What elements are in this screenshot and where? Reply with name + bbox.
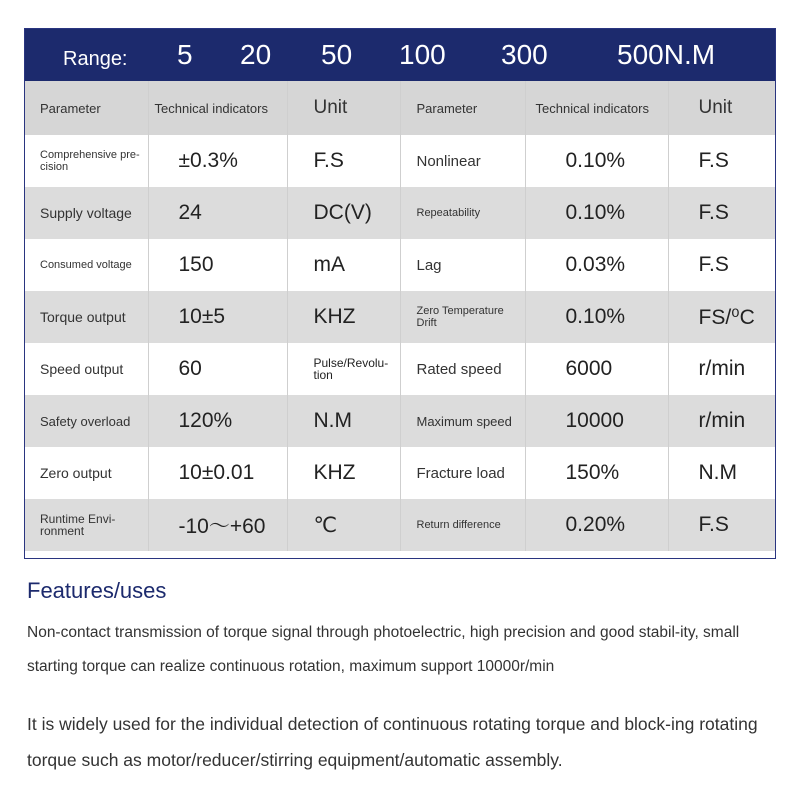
param-value: 150% xyxy=(525,447,668,499)
param-value: 60 xyxy=(148,343,287,395)
param-name: Torque output xyxy=(25,291,148,343)
header-unit: Unit xyxy=(668,81,775,135)
param-name: Speed output xyxy=(25,343,148,395)
spec-table xyxy=(25,81,775,551)
param-name: Runtime Envi-ronment xyxy=(25,499,148,551)
table-row xyxy=(25,291,775,343)
features-title: Features/uses xyxy=(27,578,167,603)
param-unit: FS/⁰C xyxy=(668,291,775,343)
features-paragraph: It is widely used for the individual detection of continuous rotating torque and block-ing rotating torque such as motor/reducer/stirring equipment/automatic assembly. xyxy=(27,714,758,770)
spec-table-panel xyxy=(24,28,776,559)
param-value: 0.10% xyxy=(525,135,668,187)
range-value: 500N.M xyxy=(617,39,716,70)
param-value: -10～+60 xyxy=(148,499,287,551)
param-name: Maximum speed xyxy=(400,395,525,447)
range-value: 300 xyxy=(501,39,548,70)
param-name: Safety overload xyxy=(25,395,148,447)
param-name: Return difference xyxy=(400,499,525,551)
param-value: 24 xyxy=(148,187,287,239)
param-value: 0.20% xyxy=(525,499,668,551)
param-unit: r/min xyxy=(668,395,775,447)
features-section xyxy=(27,576,777,778)
param-name: Fracture load xyxy=(400,447,525,499)
param-value: 0.03% xyxy=(525,239,668,291)
header-parameter: Parameter xyxy=(25,81,148,135)
features-paragraph: Non-contact transmission of torque signal through photoelectric, high precision and good stabil-ity, small starting torque can realize continuous rotation, maximum support 10000r/min xyxy=(27,624,740,675)
range-value: 20 xyxy=(240,39,272,70)
table-row xyxy=(25,499,775,551)
param-unit: N.M xyxy=(668,447,775,499)
param-value: 0.10% xyxy=(525,291,668,343)
param-unit: F.S xyxy=(668,187,775,239)
param-value: 10±5 xyxy=(148,291,287,343)
param-unit: F.S xyxy=(668,135,775,187)
param-unit: ℃ xyxy=(287,499,400,551)
param-unit: mA xyxy=(287,239,400,291)
param-value: 6000 xyxy=(525,343,668,395)
param-value: 0.10% xyxy=(525,187,668,239)
param-name: Comprehensive pre-cision xyxy=(25,135,148,187)
param-name: Zero output xyxy=(25,447,148,499)
param-name: Zero Temperature Drift xyxy=(400,291,525,343)
param-value: 120% xyxy=(148,395,287,447)
param-value: 10±0.01 xyxy=(148,447,287,499)
table-row xyxy=(25,239,775,291)
table-row xyxy=(25,135,775,187)
table-header-row xyxy=(25,81,775,135)
param-name: Rated speed xyxy=(400,343,525,395)
param-unit: N.M xyxy=(287,395,400,447)
header-technical-indicators: Technical indicators xyxy=(148,81,287,135)
range-value: 50 xyxy=(321,39,353,70)
param-unit: F.S xyxy=(668,499,775,551)
param-name: Supply voltage xyxy=(25,187,148,239)
param-name: Consumed voltage xyxy=(25,239,148,291)
range-bar xyxy=(25,29,775,81)
range-value: 100 xyxy=(399,39,446,70)
range-value: 5 xyxy=(177,39,193,70)
param-unit: KHZ xyxy=(287,291,400,343)
param-unit: F.S xyxy=(668,239,775,291)
param-value: 10000 xyxy=(525,395,668,447)
table-row xyxy=(25,343,775,395)
param-name: Lag xyxy=(400,239,525,291)
param-unit: F.S xyxy=(287,135,400,187)
table-row xyxy=(25,447,775,499)
table-row xyxy=(25,395,775,447)
param-value: ±0.3% xyxy=(148,135,287,187)
param-name: Nonlinear xyxy=(400,135,525,187)
param-unit: DC(V) xyxy=(287,187,400,239)
header-parameter: Parameter xyxy=(400,81,525,135)
range-label: Range: xyxy=(63,48,128,70)
header-unit: Unit xyxy=(287,81,400,135)
param-unit: KHZ xyxy=(287,447,400,499)
table-row xyxy=(25,187,775,239)
header-technical-indicators: Technical indicators xyxy=(525,81,668,135)
param-unit: Pulse/Revolu-tion xyxy=(287,343,400,395)
param-unit: r/min xyxy=(668,343,775,395)
param-value: 150 xyxy=(148,239,287,291)
param-name: Repeatability xyxy=(400,187,525,239)
